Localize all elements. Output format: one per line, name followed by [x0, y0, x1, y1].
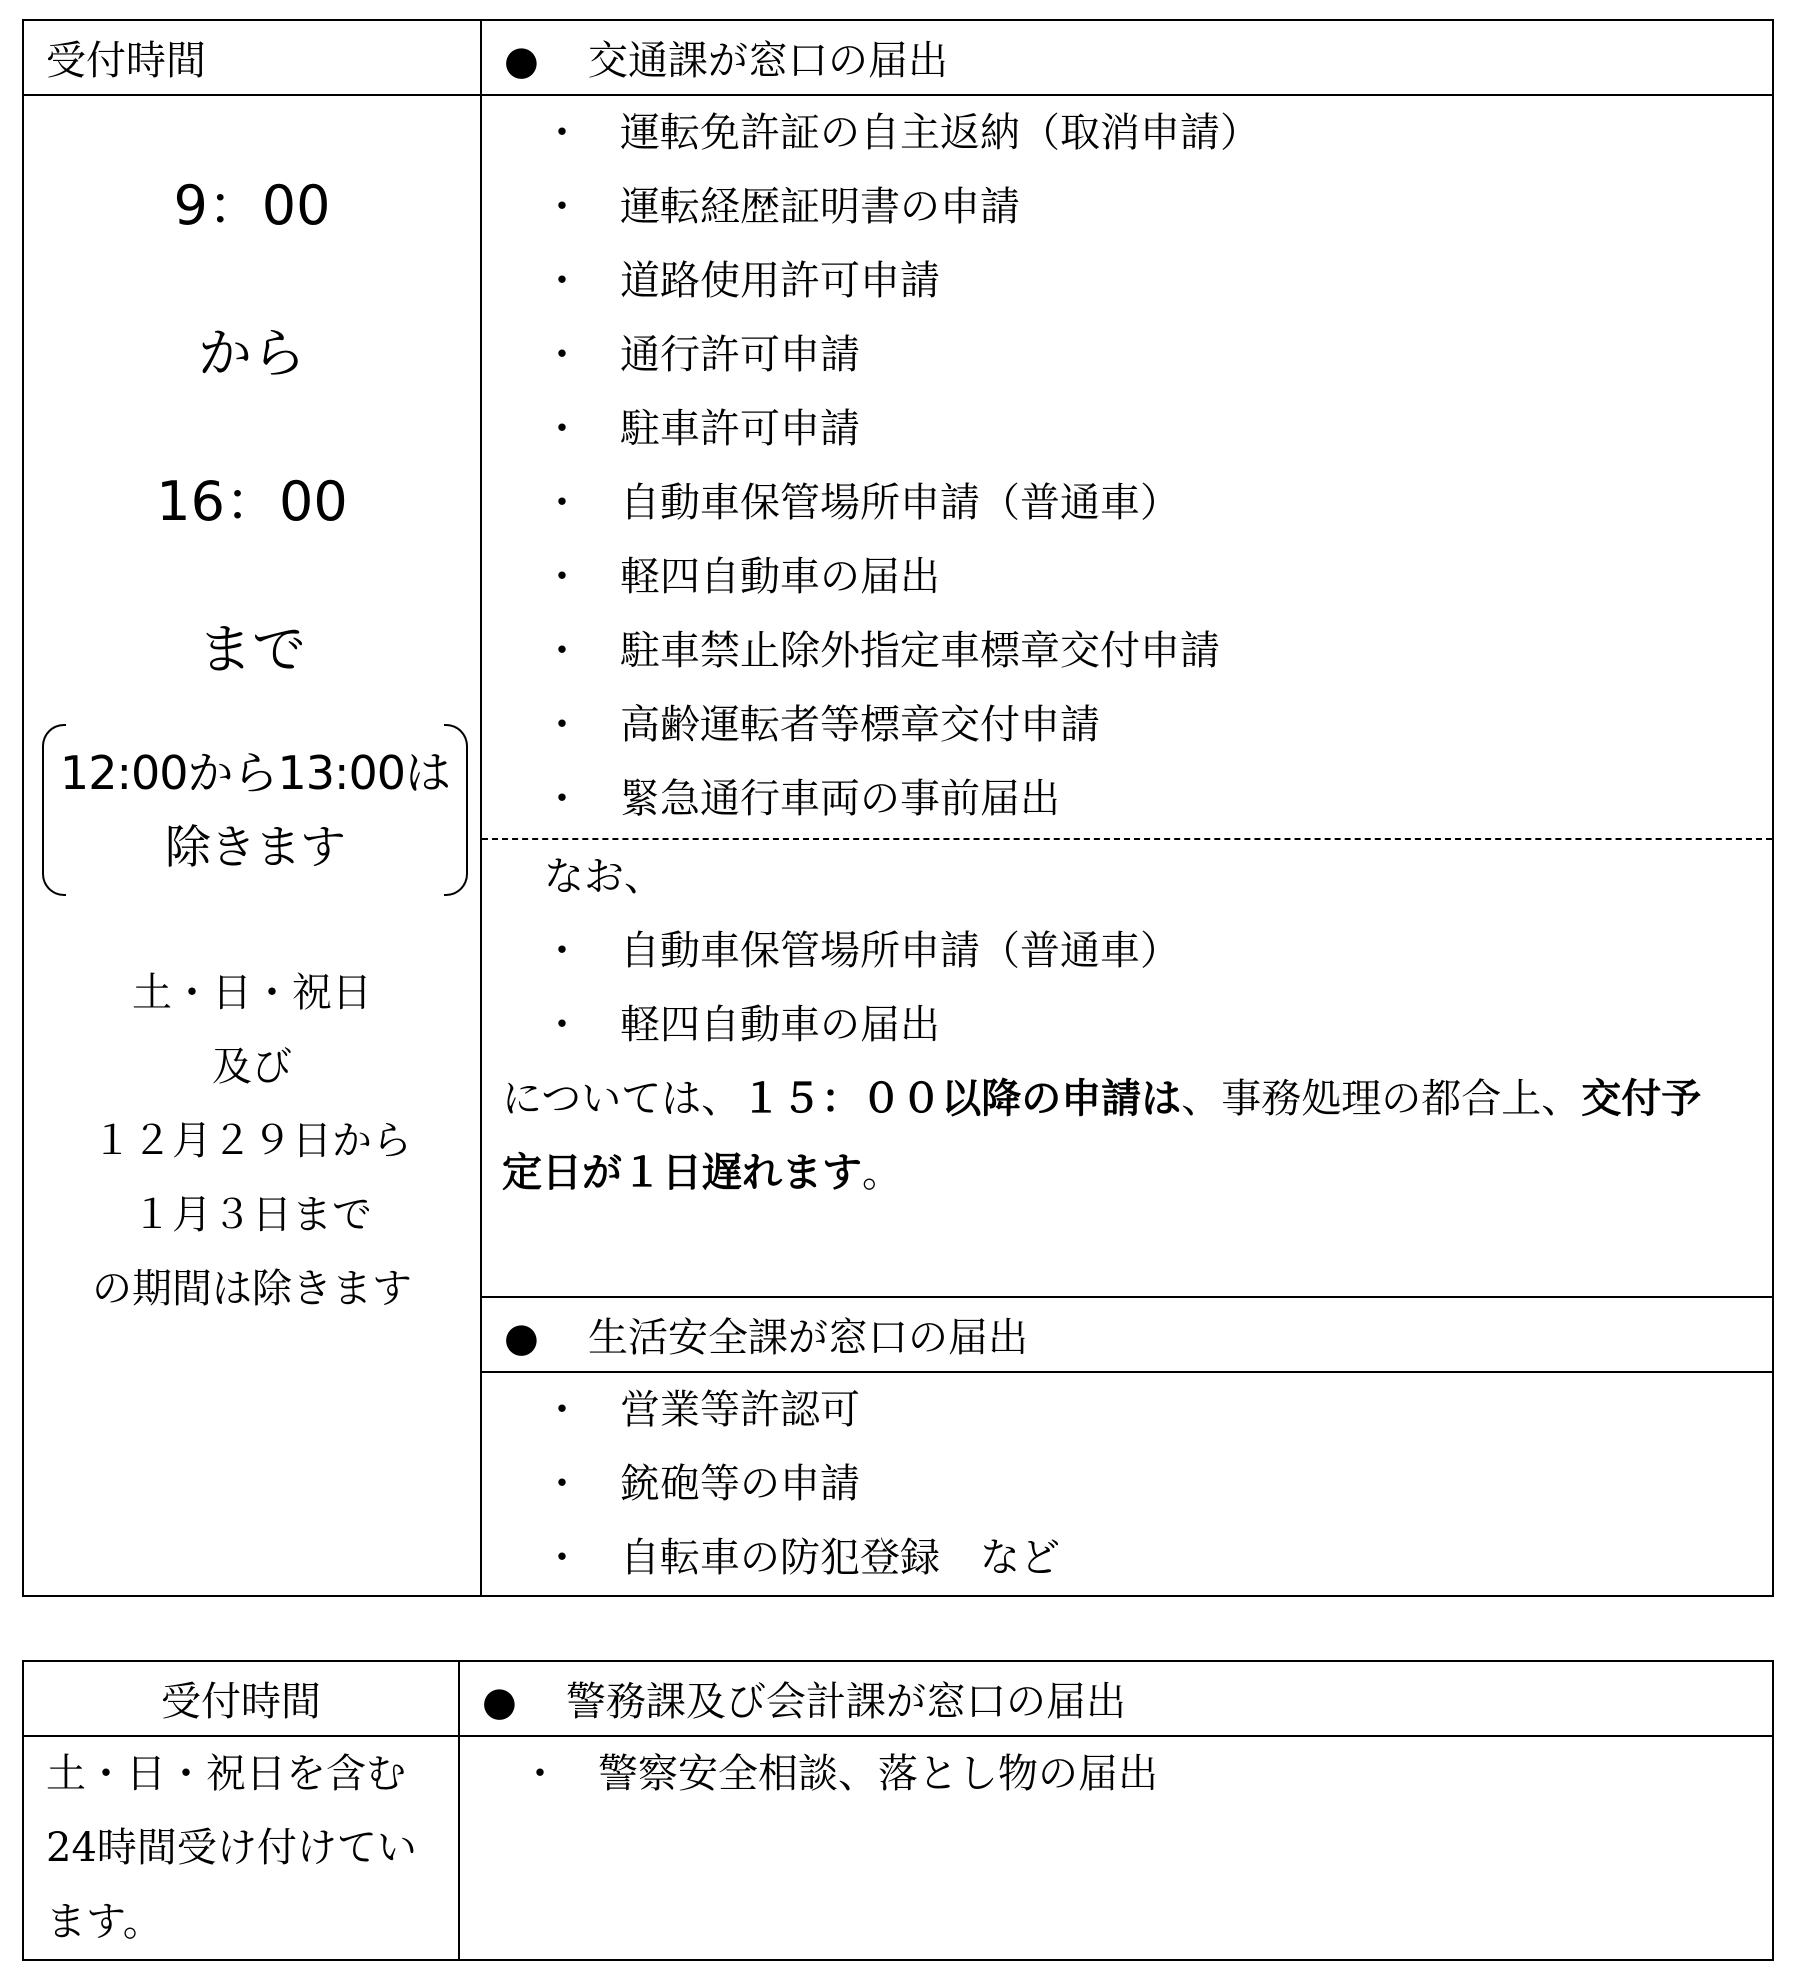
reception-hours-cell [23, 95, 481, 1596]
list-item: ・ 緊急通行車両の事前届出 [542, 776, 1060, 822]
hours-from: から [198, 322, 306, 385]
list-item: ・ 駐車禁止除外指定車標章交付申請 [542, 628, 1220, 674]
notice-intro: なお、 [544, 854, 664, 900]
list-item: ・ 自動車保管場所申請（普通車） [542, 480, 1180, 526]
delay-notice [482, 840, 1772, 1210]
notice-text-line2: 定日が１日遅れます。 [502, 1150, 902, 1196]
hours-start: 9：00 [173, 174, 331, 237]
lunch-break-line1: 12:00から13:00は [59, 746, 451, 800]
holiday-line: １月３日まで [132, 1192, 372, 1238]
general-section-header [459, 1661, 1773, 1736]
list-item: ・ 自転車の防犯登録 など [542, 1535, 1060, 1581]
bullet-icon: ● [504, 1315, 539, 1361]
traffic-section-title: 交通課が窓口の届出 [588, 38, 948, 84]
holiday-line: の期間は除きます [92, 1266, 412, 1312]
holiday-line: １２月２９日から [92, 1118, 412, 1164]
lunch-break-line2: 除きます [165, 820, 345, 874]
reception-line: 24時間受け付けてい [46, 1825, 417, 1871]
safety-section-title: 生活安全課が窓口の届出 [588, 1315, 1028, 1361]
holiday-line: 及び [212, 1044, 292, 1090]
general-section-title: 警務課及び会計課が窓口の届出 [566, 1679, 1126, 1725]
list-item: ・ 銃砲等の申請 [542, 1461, 860, 1507]
reception-line: ます。 [46, 1899, 163, 1945]
list-item: ・ 運転経歴証明書の申請 [542, 184, 1020, 230]
safety-items-cell [481, 1372, 1773, 1596]
list-item: ・ 道路使用許可申請 [542, 258, 940, 304]
general-affairs-table [22, 1660, 1774, 1961]
list-item: ・ 運転免許証の自主返納（取消申請） [542, 110, 1260, 156]
list-item: ・ 営業等許認可 [542, 1387, 860, 1433]
list-item: ・ 通行許可申請 [542, 332, 860, 378]
list-item: ・ 駐車許可申請 [542, 406, 860, 452]
traffic-items-cell [481, 95, 1773, 1297]
reception-line: 土・日・祝日を含む [46, 1751, 406, 1797]
reception-hours-header: 受付時間 [23, 20, 481, 95]
lunch-break-note [42, 724, 468, 896]
general-items-cell [459, 1736, 1773, 1960]
hours-end: 16：00 [156, 470, 348, 533]
traffic-list [482, 96, 1772, 836]
list-item: ・ 自動車保管場所申請（普通車） [542, 928, 1180, 974]
notice-text-line1: については、１５：００以降の申請は、事務処理の都合上、交付予 [502, 1076, 1702, 1122]
holiday-exclusion [24, 956, 480, 1326]
list-item: ・ 警察安全相談、落とし物の届出 [520, 1751, 1158, 1797]
safety-section-header [481, 1297, 1773, 1372]
list-item: ・ 高齢運転者等標章交付申請 [542, 702, 1100, 748]
reception-hours-header: 受付時間 [23, 1661, 459, 1736]
list-item: ・ 軽四自動車の届出 [542, 1002, 940, 1048]
holiday-line: 土・日・祝日 [132, 970, 372, 1016]
list-item: ・ 軽四自動車の届出 [542, 554, 940, 600]
traffic-section-header [481, 20, 1773, 95]
hours-until: まで [198, 618, 306, 681]
bullet-icon: ● [482, 1679, 517, 1725]
reception-24h-cell [23, 1736, 459, 1960]
bullet-icon: ● [504, 38, 539, 84]
traffic-safety-table [22, 19, 1774, 1597]
